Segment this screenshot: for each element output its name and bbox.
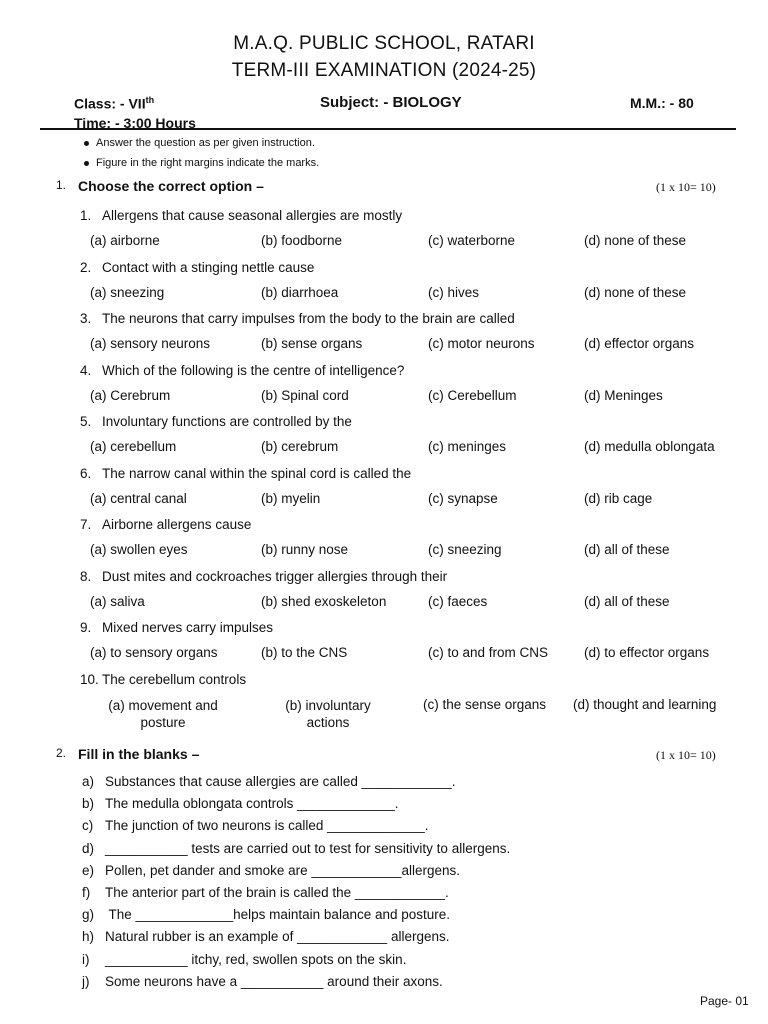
option-d: (d) Meninges [584,387,663,403]
option-d: (d) all of these [584,593,670,609]
blank-text: Substances that cause allergies are called ____________. [105,774,456,789]
blank-text: ___________ itchy, red, swollen spots on the skin. [105,951,407,967]
question-item [80,466,411,481]
option-d: (d) effector organs [584,336,695,351]
blank-item [82,885,449,900]
question-number: 1. [80,208,92,223]
blank-item [82,774,456,789]
option-b: (b) myelin [261,490,321,506]
option-b: (b) sense organs [261,336,363,351]
section-heading: Choose the correct option – [78,178,264,194]
option-b: (b) runny nose [261,542,349,557]
question-text: The neurons that carry impulses from the body to the brain are called [102,311,515,326]
question-text: Contact with a stinging nettle cause [102,259,315,275]
question-text: Involuntary functions are controlled by the [102,414,352,429]
option-c: (c) synapse [428,490,498,506]
blank-text: Pollen, pet dander and smoke are ____________allergens. [105,862,461,878]
blank-item [82,974,443,989]
question-number: 8. [80,568,92,584]
blank-letter: h) [82,929,95,945]
question-number: 5. [80,414,92,429]
question-text: The narrow canal within the spinal cord is called the [102,465,412,481]
question-number: 6. [80,465,92,481]
blank-letter: d) [82,840,95,856]
question-item [80,620,273,635]
question-text: The cerebellum controls [102,671,247,687]
blank-item [82,818,428,833]
section-1-header [0,178,768,198]
blank-item [82,841,510,856]
header-divider [40,128,736,130]
section-number: 1. [56,178,67,192]
question-number: 9. [80,620,92,635]
blank-text: The anterior part of the brain is called the ____________. [105,885,449,900]
blank-letter: e) [82,862,95,878]
exam-title: TERM-III EXAMINATION (2024-25) [231,60,537,81]
section-marks: (1 x 10= 10) [656,748,716,762]
question-number: 4. [80,362,92,378]
option-c: (c) faeces [428,593,488,609]
option-d: (d) none of these [584,284,687,300]
option-d: (d) all of these [584,542,670,557]
option-d: (d) medulla oblongata [584,439,715,454]
blank-text: ___________ tests are carried out to test for sensitivity to allergens. [105,840,511,856]
blank-text: The _____________helps maintain balance and posture. [105,907,451,923]
question-text: Dust mites and cockroaches trigger allergies through their [102,568,448,584]
blank-letter: i) [82,951,90,967]
option-a: (a) swollen eyes [90,542,188,557]
section-marks: (1 x 10= 10) [656,180,716,194]
school-name: M.A.Q. PUBLIC SCHOOL, RATARI [233,33,535,54]
question-number: 7. [80,517,92,532]
blank-item [82,907,450,922]
option-a: (a) sensory neurons [90,336,211,351]
blank-text: The junction of two neurons is called _____________. [105,818,429,834]
blank-text: Some neurons have a ___________ around their axons. [105,973,443,989]
question-text: Mixed nerves carry impulses [102,620,274,635]
question-item [80,672,246,687]
option-c: (c) Cerebellum [428,387,517,403]
option-c: (c) waterborne [428,233,516,248]
option-a: (a) cerebellum [90,439,177,454]
section-heading: Fill in the blanks – [78,746,200,762]
blank-letter: j) [82,973,90,989]
blank-text: Natural rubber is an example of ____________ allergens. [105,929,450,945]
question-text: Airborne allergens cause [102,517,252,532]
question-item [80,517,251,532]
blank-letter: a) [82,774,95,789]
option-a: (a) sneezing [90,284,165,300]
option-c: (c) to and from CNS [428,645,549,660]
question-number: 3. [80,311,92,326]
blank-text: The medulla oblongata controls _____________. [105,796,399,812]
option-a: (a) movement and posture [108,697,218,730]
section-number: 2. [56,746,67,760]
instruction-item: Figure in the right margins indicate the marks. [84,157,319,169]
blank-item [82,863,460,878]
option-b: (b) involuntary actions [285,697,371,730]
time-info: Time: - 3:00 Hours [74,115,196,131]
subject-info: Subject: - BIOLOGY [320,94,462,111]
option-c: (c) meninges [428,439,507,454]
bullet-icon [84,161,89,166]
question-number: 2. [80,259,92,275]
option-b: (b) Spinal cord [261,387,349,403]
question-item [80,311,515,326]
option-a: (a) central canal [90,490,187,506]
option-b: (b) foodborne [261,233,343,248]
option-b: (b) shed exoskeleton [261,593,387,609]
blank-item [82,952,406,967]
option-c: (c) motor neurons [428,336,535,351]
blank-letter: g) [82,907,95,923]
question-item [80,208,402,223]
option-d: (d) none of these [584,233,687,248]
option-d: (d) rib cage [584,490,653,506]
option-c: (c) hives [428,284,480,300]
blank-item [82,796,398,811]
option-b: (b) cerebrum [261,439,339,454]
class-info: Class: - VIIth [74,95,155,112]
option-d: (d) thought and learning [573,696,717,712]
page-number: Page- 01 [700,994,749,1008]
instruction-item: Answer the question as per given instruction. [84,137,315,149]
question-item [80,260,314,275]
blank-letter: b) [82,796,95,812]
question-text: Allergens that cause seasonal allergies are mostly [102,208,403,223]
blank-letter: c) [82,818,94,834]
max-marks: M.M.: - 80 [630,95,694,111]
option-a: (a) to sensory organs [90,645,218,660]
option-a: (a) Cerebrum [90,387,171,403]
option-b: (b) diarrhoea [261,284,339,300]
section-2-header [0,746,768,766]
question-text: Which of the following is the centre of intelligence? [102,362,405,378]
question-item [80,569,447,584]
option-c: (c) the sense organs [423,696,547,712]
blank-letter: f) [82,885,91,900]
option-a: (a) airborne [90,233,160,248]
option-a: (a) saliva [90,593,145,609]
bullet-icon [84,141,89,146]
question-number: 10. [80,671,99,687]
option-d: (d) to effector organs [584,645,710,660]
option-c: (c) sneezing [428,542,502,557]
question-item [80,363,404,378]
question-item [80,414,352,429]
blank-item [82,929,449,944]
option-b: (b) to the CNS [261,645,348,660]
